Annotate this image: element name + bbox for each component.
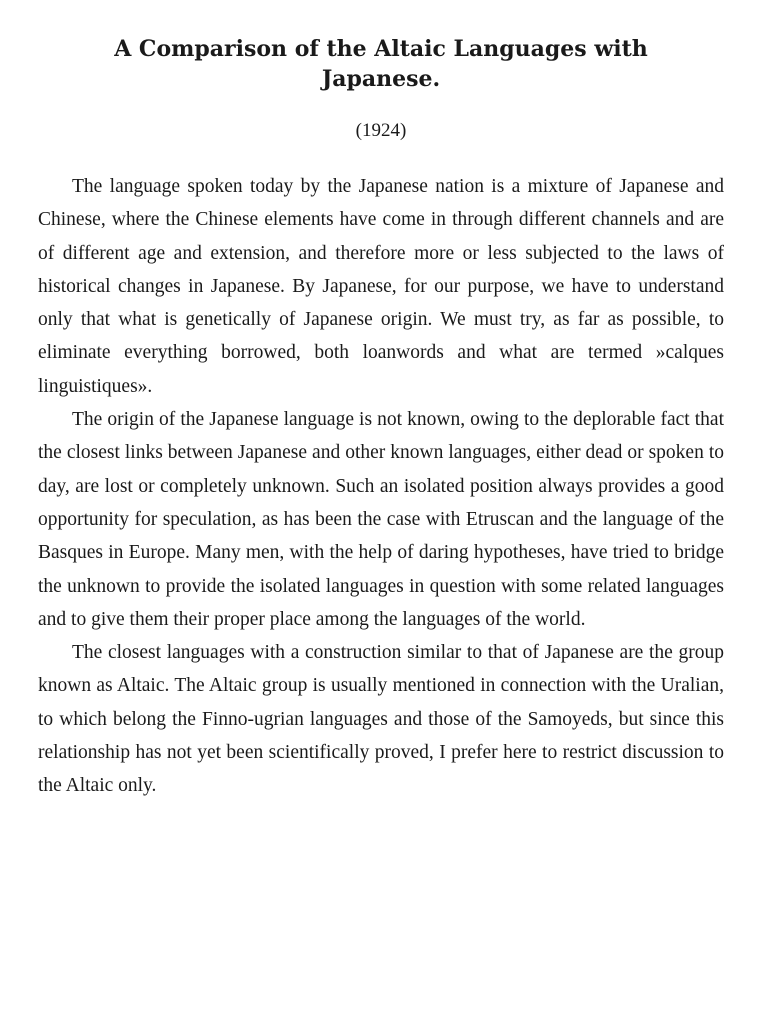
page-title: A Comparison of the Altaic Languages with Japanese. bbox=[114, 36, 648, 92]
publication-year: (1924) bbox=[355, 120, 407, 141]
paragraph-2: The origin of the Japanese language is not known, owing to the deplorable fact that the closest links between Japanese and other known languages, either dead or spoken to day, are lost or completely unknown. Such an isolated position always provides a good opportunity for speculation, as has been the case with Etruscan and the language of the Basques in Europe. Many men, with the help of daring hypotheses, have tried to bridge the unknown to provide the isolated languages in question with some related languages and to give them their proper place among the languages of the world. bbox=[38, 409, 724, 630]
paragraph-1: The language spoken today by the Japanese nation is a mixture of Japanese and Chinese, where the Chinese elements have come in through different channels and are of different age and extension, and therefore more or less subjected to the laws of historical changes in Japanese. By Japanese, for our purpose, we have to understand only that what is genetically of Japanese origin. We must try, as far as possible, to eliminate everything borrowed, both loanwords and what are termed »calques linguistiques». bbox=[38, 176, 724, 397]
paragraph-3: The closest languages with a construction similar to that of Japanese are the group known as Altaic. The Altaic group is usually mentioned in connection with the Uralian, to which belong the Finno-ugrian languages and those of the Samoyeds, but since this relationship has not yet been scientifically proved, I prefer here to restrict discussion to the Altaic only. bbox=[38, 642, 724, 797]
document-page bbox=[38, 34, 724, 803]
document-body bbox=[38, 170, 724, 803]
